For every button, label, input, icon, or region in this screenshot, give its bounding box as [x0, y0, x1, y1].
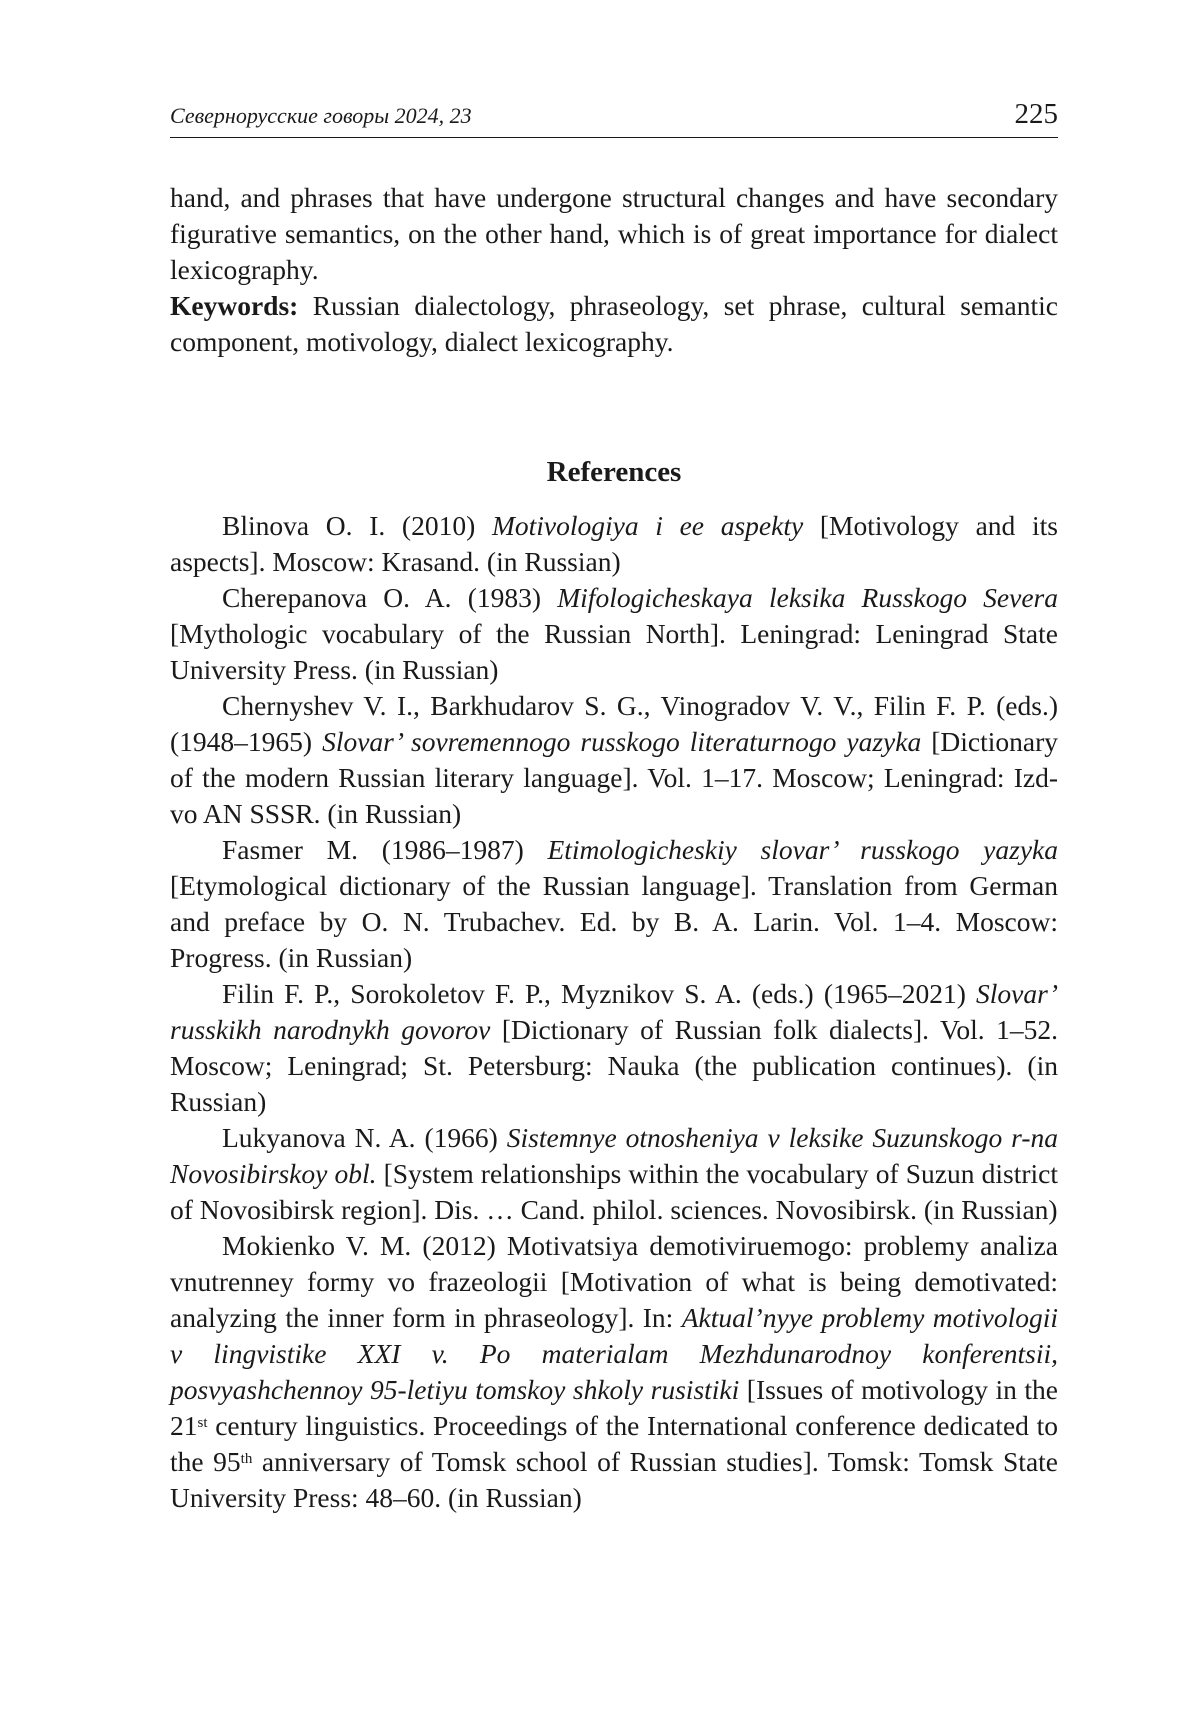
page-number: 225 — [1014, 98, 1058, 130]
reference-title: Mifologicheskaya leksika Russkogo Severa — [557, 582, 1058, 613]
ordinal-superscript: st — [197, 1414, 208, 1431]
reference-item-fasmer — [170, 832, 1058, 976]
reference-details: [Issues of motivology in the 21 — [170, 1374, 1058, 1441]
reference-item-blinova — [170, 508, 1058, 580]
reference-details: [System relationships within the vocabulary of Suzun district of Novosibirsk region]. Dis. … Cand. philol. sciences. Novosibirsk. (in Russian) — [170, 1158, 1058, 1225]
reference-details: [Mythologic vocabulary of the Russian North]. Leningrad: Leningrad State University Press. (in Russian) — [170, 618, 1058, 685]
ordinal-superscript: th — [240, 1450, 253, 1467]
references-heading: References — [546, 456, 682, 488]
page — [170, 100, 1058, 1516]
reference-authors: Cherepanova O. A. (1983) — [222, 582, 558, 613]
keywords-label: Keywords: — [170, 290, 299, 321]
reference-details: century linguistics. Proceedings of the International conference dedicated to the 95 — [170, 1410, 1058, 1477]
reference-title: Slovar’ sovremennogo russkogo literaturnogo yazyka — [322, 726, 922, 757]
reference-title: Slovar’ russkikh narodnykh govorov — [170, 978, 1058, 1045]
running-header — [170, 100, 1058, 138]
keywords-text: Russian dialectology, phraseology, set phrase, cultural semantic component, motivology, dialect lexicography. — [170, 290, 1058, 357]
reference-authors: Blinova O. I. (2010) — [222, 510, 492, 541]
references-list — [170, 508, 1058, 1516]
reference-title: Motivologiya i ee aspekty — [491, 510, 804, 541]
reference-title: Sistemnye otnosheniya v leksike Suzunskogo r-na Novosibirskoy obl. — [170, 1122, 1058, 1189]
reference-title: Etimologicheskiy slovar’ russkogo yazyka — [547, 834, 1058, 865]
reference-details: [Etymological dictionary of the Russian language]. Translation from German and preface by O. N. Trubachev. Ed. by B. A. Larin. Vol. 1–4. Moscow: Progress. (in Russian) — [170, 870, 1058, 973]
reference-details: [Dictionary of the modern Russian literary language]. Vol. 1–17. Moscow; Leningrad: Izd-vo AN SSSR. (in Russian) — [170, 726, 1058, 829]
reference-item-chernyshev — [170, 688, 1058, 832]
reference-details: anniversary of Tomsk school of Russian studies]. Tomsk: Tomsk State University Press: 48–60. (in Russian) — [170, 1446, 1058, 1513]
reference-item-cherepanova — [170, 580, 1058, 688]
reference-source-title: Aktual’nyye problemy motivologii v lingvistike XXI v. Po materialam Mezhdunarodnoy konferentsii, posvyashchennoy 95-letiyu tomskoy shkoly rusistiki — [170, 1302, 1059, 1405]
keywords-paragraph — [170, 288, 1058, 360]
reference-item-filin — [170, 976, 1058, 1120]
reference-authors: Filin F. P., Sorokoletov F. P., Myznikov S. A. (eds.) (1965–2021) — [222, 978, 977, 1009]
reference-details: [Dictionary of Russian folk dialects]. Vol. 1–52. Moscow; Leningrad; St. Petersburg: Nauka (the publication continues). (in Russian) — [170, 1014, 1058, 1117]
reference-authors: Lukyanova N. A. (1966) — [222, 1122, 507, 1153]
reference-authors: Chernyshev V. I., Barkhudarov S. G., Vinogradov V. V., Filin F. P. (eds.) (1948–1965) — [170, 690, 1058, 757]
abstract-block — [170, 180, 1058, 360]
journal-title: Севернорусские говоры 2024, 23 — [170, 103, 472, 128]
abstract-continuation: hand, and phrases that have undergone structural changes and have secondary figurative semantics, on the other hand, which is of great importance for dialect lexicography. — [170, 182, 1058, 285]
reference-item-lukyanova — [170, 1120, 1058, 1228]
reference-details: [Motivology and its aspects]. Moscow: Krasand. (in Russian) — [170, 510, 1058, 577]
reference-authors-and-title: Mokienko V. M. (2012) Motivatsiya demotiviruemogo: problemy analiza vnutrenney formy vo frazeologii [Motivation of what is being demotivated: analyzing the inner form in phraseology]. In: — [170, 1230, 1058, 1333]
reference-authors: Fasmer M. (1986–1987) — [222, 834, 548, 865]
reference-item-mokienko — [170, 1228, 1058, 1516]
